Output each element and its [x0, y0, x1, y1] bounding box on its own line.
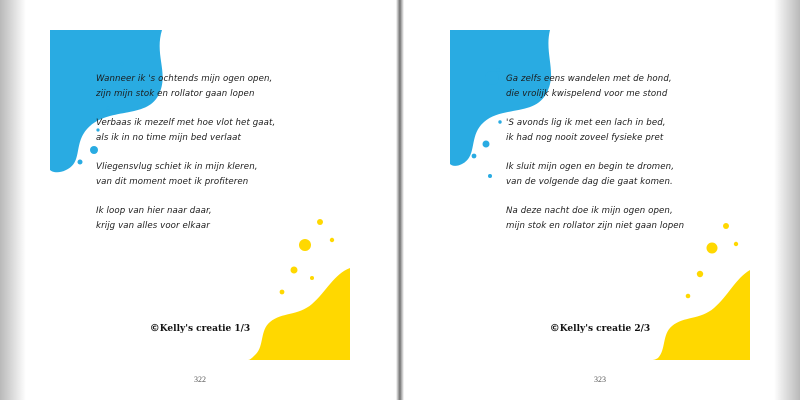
credit-left: [50, 323, 350, 334]
stanza: [96, 160, 332, 190]
credit-text: Kelly's creatie 1/3: [159, 324, 251, 334]
poem-right: [506, 72, 742, 248]
poem-line: Verbaas ik mezelf met hoe vlot het gaat,: [96, 118, 276, 128]
poem-line: van de volgende dag die gaat komen.: [506, 177, 673, 187]
poem-left: [96, 72, 332, 248]
book-gutter: [396, 0, 404, 400]
poem-line: Ik loop van hier naar daar,: [96, 206, 212, 216]
page-right: [400, 0, 800, 400]
page-artwork-right: [450, 30, 750, 360]
poem-line: krijg van alles voor elkaar: [96, 221, 210, 231]
poem-line: Wanneer ik 's ochtends mijn ogen open,: [96, 74, 273, 84]
poem-line: 'S avonds lig ik met een lach in bed,: [506, 118, 666, 128]
poem-line: Vliegensvlug schiet ik in mijn kleren,: [96, 162, 258, 172]
credit-right: [450, 323, 750, 334]
stanza: [506, 72, 742, 102]
page-artwork-left: [50, 30, 350, 360]
poem-line: mijn stok en rollator zijn niet gaan lopen: [506, 221, 685, 231]
poem-line: Na deze nacht doe ik mijn ogen open,: [506, 206, 673, 216]
folio-right: 323: [594, 375, 606, 384]
credit-text: Kelly's creatie 2/3: [559, 324, 651, 334]
poem-line: zijn mijn stok en rollator gaan lopen: [96, 89, 255, 99]
stanza: [506, 204, 742, 234]
stanza: [506, 116, 742, 146]
copyright-icon: ©: [549, 323, 560, 334]
poem-line: ik had nog nooit zoveel fysieke pret: [506, 133, 664, 143]
poem-line: als ik in no time mijn bed verlaat: [96, 133, 241, 143]
poem-line: die vrolijk kwispelend voor me stond: [506, 89, 668, 99]
stanza: [506, 160, 742, 190]
poem-line: Ga zelfs eens wandelen met de hond,: [506, 74, 672, 84]
stanza: [96, 116, 332, 146]
stanza: [96, 72, 332, 102]
poem-line: Ik sluit mijn ogen en begin te dromen,: [506, 162, 675, 172]
stanza: [96, 204, 332, 234]
poem-line: van dit moment moet ik profiteren: [96, 177, 249, 187]
folio-left: 322: [194, 375, 206, 384]
copyright-icon: ©: [149, 323, 160, 334]
